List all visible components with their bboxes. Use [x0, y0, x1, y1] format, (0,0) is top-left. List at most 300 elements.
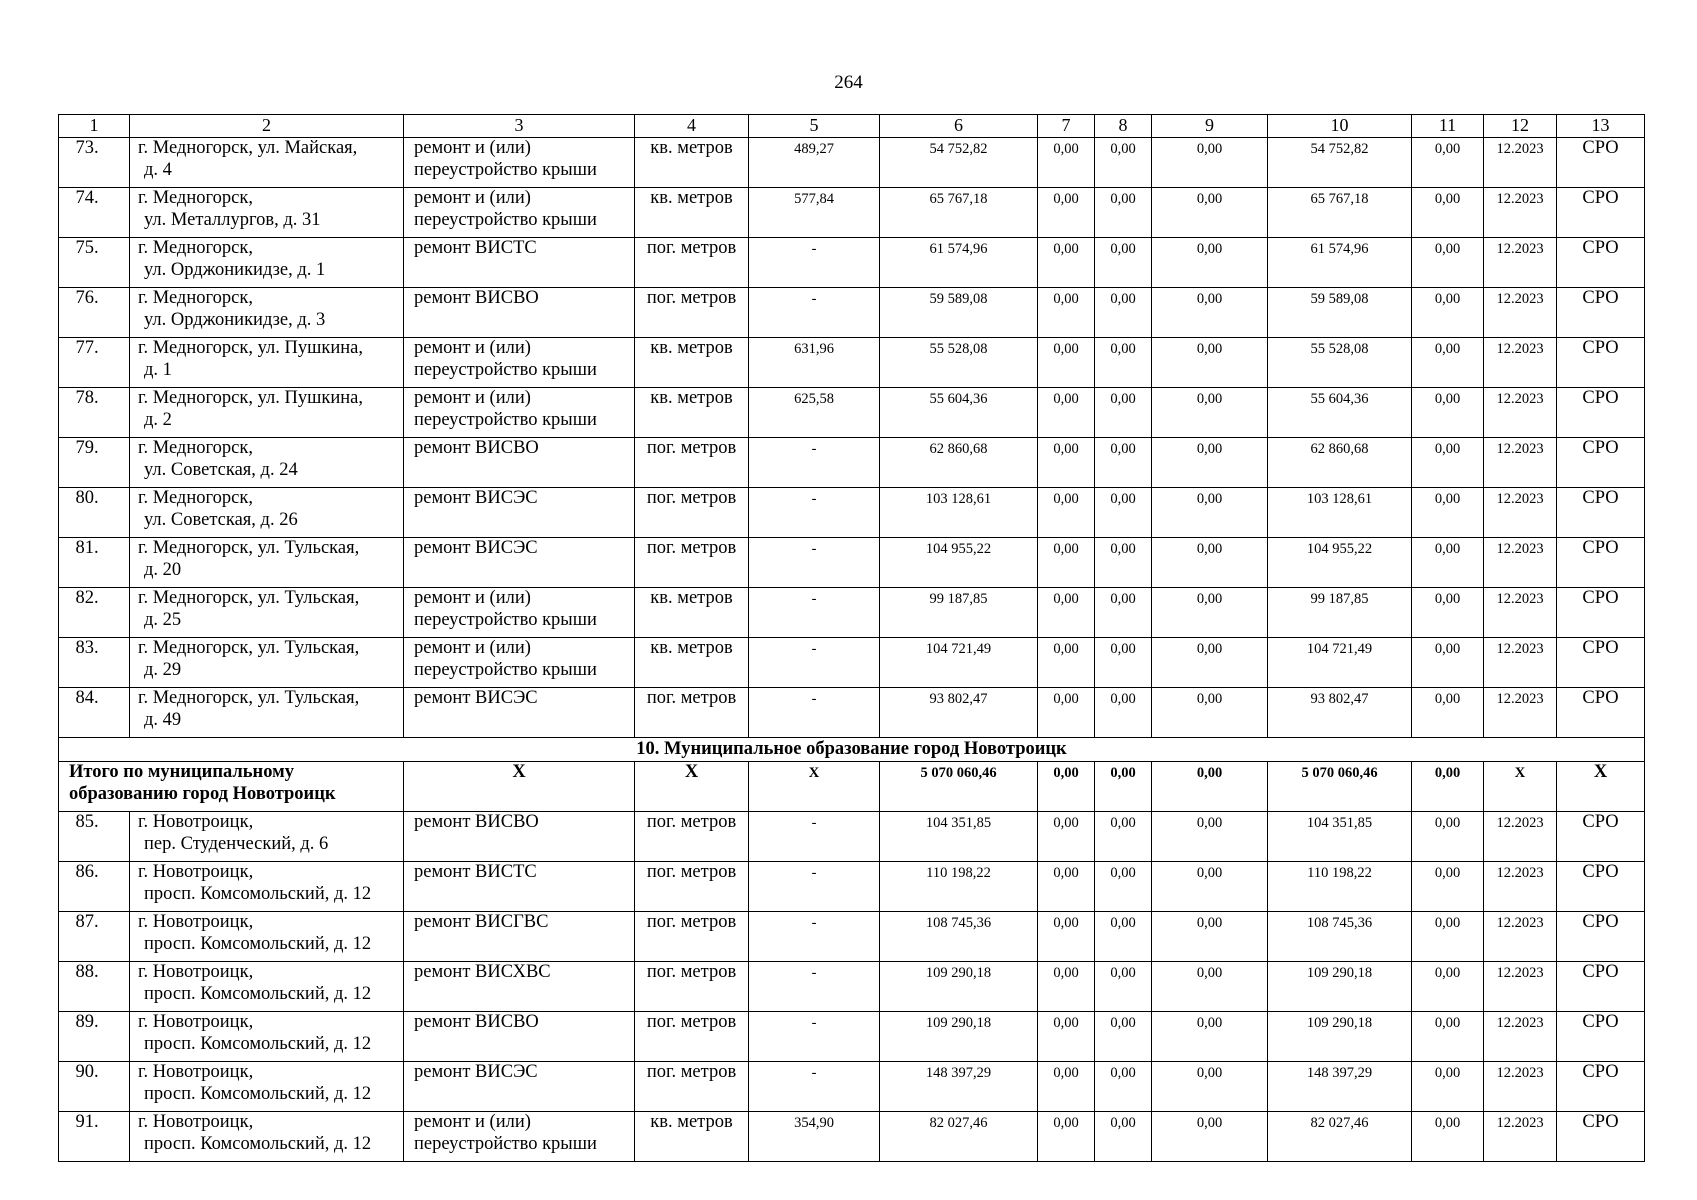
- total-cost-cell: 148 397,29: [880, 1062, 1038, 1112]
- col11-cell: 0,00: [1412, 188, 1484, 238]
- sro-cell: СРО: [1557, 438, 1645, 488]
- work-type-line-1: ремонт и (или): [414, 138, 531, 158]
- unit-cell: кв. метров: [635, 338, 749, 388]
- column-header: 8: [1095, 115, 1152, 138]
- work-type-cell: [404, 238, 635, 288]
- sro-cell: СРО: [1557, 912, 1645, 962]
- col8-cell: 0,00: [1095, 238, 1152, 288]
- table-row: [59, 438, 1645, 488]
- work-type-cell: [404, 1112, 635, 1162]
- column-header: 7: [1038, 115, 1095, 138]
- row-number: 85.: [59, 812, 130, 862]
- address-cell: [130, 538, 404, 588]
- col7-cell: 0,00: [1038, 812, 1095, 862]
- col9-cell: 0,00: [1152, 288, 1268, 338]
- address-line-2: д. 20: [144, 559, 182, 580]
- area-cell: 489,27: [749, 138, 880, 188]
- col11-cell: 0,00: [1412, 588, 1484, 638]
- sro-cell: СРО: [1557, 238, 1645, 288]
- area-cell: -: [749, 638, 880, 688]
- address-cell: [130, 1062, 404, 1112]
- address-cell: [130, 638, 404, 688]
- address-line-2: просп. Комсомольский, д. 12: [144, 983, 372, 1004]
- address-line-1: г. Медногорск, ул. Тульская,: [138, 688, 360, 708]
- unit-cell: кв. метров: [635, 388, 749, 438]
- area-cell: -: [749, 288, 880, 338]
- work-type-line-1: ремонт и (или): [414, 1112, 531, 1132]
- total-cost-cell: 55 528,08: [880, 338, 1038, 388]
- col10-cell: 82 027,46: [1268, 1112, 1412, 1162]
- table-row: [59, 962, 1645, 1012]
- column-header: 5: [749, 115, 880, 138]
- work-type-line-1: ремонт ВИСТС: [414, 238, 537, 258]
- address-line-1: г. Медногорск, ул. Пушкина,: [138, 388, 363, 408]
- col9-cell: 0,00: [1152, 188, 1268, 238]
- area-cell: 625,58: [749, 388, 880, 438]
- work-type-line-2: переустройство крыши: [414, 609, 597, 630]
- col8-cell: 0,00: [1095, 438, 1152, 488]
- section-title: 10. Муниципальное образование город Новотроицк: [59, 738, 1645, 762]
- address-cell: [130, 588, 404, 638]
- deadline-cell: 12.2023: [1484, 438, 1557, 488]
- work-type-cell: [404, 1062, 635, 1112]
- col8-cell: 0,00: [1095, 538, 1152, 588]
- col8-cell: 0,00: [1095, 138, 1152, 188]
- col8-cell: 0,00: [1095, 488, 1152, 538]
- col9-cell: 0,00: [1152, 862, 1268, 912]
- column-header: 3: [404, 115, 635, 138]
- col11-cell: 0,00: [1412, 138, 1484, 188]
- address-line-2: д. 1: [144, 359, 172, 380]
- total-cost-cell: 61 574,96: [880, 238, 1038, 288]
- sro-cell: СРО: [1557, 338, 1645, 388]
- address-line-2: просп. Комсомольский, д. 12: [144, 1133, 372, 1154]
- unit-cell: кв. метров: [635, 588, 749, 638]
- col7-cell: 0,00: [1038, 438, 1095, 488]
- col10-cell: 109 290,18: [1268, 1012, 1412, 1062]
- deadline-cell: 12.2023: [1484, 188, 1557, 238]
- col7-cell: 0,00: [1038, 912, 1095, 962]
- address-cell: [130, 338, 404, 388]
- deadline-cell: 12.2023: [1484, 538, 1557, 588]
- work-type-cell: [404, 288, 635, 338]
- address-cell: [130, 812, 404, 862]
- total-col5: Х: [749, 762, 880, 812]
- area-cell: -: [749, 688, 880, 738]
- row-number: 75.: [59, 238, 130, 288]
- col9-cell: 0,00: [1152, 538, 1268, 588]
- total-cost-cell: 109 290,18: [880, 1012, 1038, 1062]
- sro-cell: СРО: [1557, 1062, 1645, 1112]
- address-line-2: ул. Советская, д. 26: [144, 509, 298, 530]
- work-type-line-1: ремонт ВИСЭС: [414, 1062, 538, 1082]
- work-type-cell: [404, 488, 635, 538]
- sro-cell: СРО: [1557, 1112, 1645, 1162]
- col9-cell: 0,00: [1152, 438, 1268, 488]
- address-line-2: д. 29: [144, 659, 182, 680]
- table-row: [59, 862, 1645, 912]
- work-type-cell: [404, 438, 635, 488]
- col8-cell: 0,00: [1095, 812, 1152, 862]
- row-number: 73.: [59, 138, 130, 188]
- col10-cell: 62 860,68: [1268, 438, 1412, 488]
- col10-cell: 55 604,36: [1268, 388, 1412, 438]
- address-cell: [130, 962, 404, 1012]
- work-type-line-1: ремонт и (или): [414, 388, 531, 408]
- deadline-cell: 12.2023: [1484, 388, 1557, 438]
- work-type-line-1: ремонт ВИСГВС: [414, 912, 549, 932]
- col9-cell: 0,00: [1152, 1062, 1268, 1112]
- sro-cell: СРО: [1557, 688, 1645, 738]
- row-number: 90.: [59, 1062, 130, 1112]
- total-cost-cell: 55 604,36: [880, 388, 1038, 438]
- sro-cell: СРО: [1557, 288, 1645, 338]
- deadline-cell: 12.2023: [1484, 1112, 1557, 1162]
- col8-cell: 0,00: [1095, 862, 1152, 912]
- total-cost-cell: 103 128,61: [880, 488, 1038, 538]
- col7-cell: 0,00: [1038, 238, 1095, 288]
- address-line-1: г. Новотроицк,: [138, 812, 254, 832]
- row-number: 79.: [59, 438, 130, 488]
- row-number: 76.: [59, 288, 130, 338]
- work-type-cell: [404, 138, 635, 188]
- address-cell: [130, 138, 404, 188]
- total-cost-cell: 99 187,85: [880, 588, 1038, 638]
- row-number: 74.: [59, 188, 130, 238]
- total-col11: 0,00: [1412, 762, 1484, 812]
- section-row: [59, 738, 1645, 762]
- col9-cell: 0,00: [1152, 588, 1268, 638]
- work-type-cell: [404, 338, 635, 388]
- col7-cell: 0,00: [1038, 588, 1095, 638]
- address-cell: [130, 1112, 404, 1162]
- col7-cell: 0,00: [1038, 388, 1095, 438]
- deadline-cell: 12.2023: [1484, 962, 1557, 1012]
- work-type-cell: [404, 812, 635, 862]
- column-header: 10: [1268, 115, 1412, 138]
- col7-cell: 0,00: [1038, 962, 1095, 1012]
- address-line-2: ул. Орджоникидзе, д. 3: [144, 309, 326, 330]
- col10-cell: 104 351,85: [1268, 812, 1412, 862]
- col7-cell: 0,00: [1038, 538, 1095, 588]
- address-cell: [130, 912, 404, 962]
- row-number: 77.: [59, 338, 130, 388]
- sro-cell: СРО: [1557, 538, 1645, 588]
- col10-cell: 59 589,08: [1268, 288, 1412, 338]
- unit-cell: пог. метров: [635, 538, 749, 588]
- area-cell: -: [749, 538, 880, 588]
- address-line-2: ул. Советская, д. 24: [144, 459, 298, 480]
- total-cost-cell: 62 860,68: [880, 438, 1038, 488]
- table-row: [59, 488, 1645, 538]
- address-line-2: просп. Комсомольский, д. 12: [144, 1083, 372, 1104]
- area-cell: -: [749, 438, 880, 488]
- col10-cell: 61 574,96: [1268, 238, 1412, 288]
- row-number: 86.: [59, 862, 130, 912]
- col10-cell: 103 128,61: [1268, 488, 1412, 538]
- col8-cell: 0,00: [1095, 962, 1152, 1012]
- col10-cell: 93 802,47: [1268, 688, 1412, 738]
- area-cell: -: [749, 488, 880, 538]
- col11-cell: 0,00: [1412, 488, 1484, 538]
- deadline-cell: 12.2023: [1484, 912, 1557, 962]
- table-row: [59, 638, 1645, 688]
- work-type-cell: [404, 638, 635, 688]
- table-row: [59, 138, 1645, 188]
- col7-cell: 0,00: [1038, 1062, 1095, 1112]
- sro-cell: СРО: [1557, 488, 1645, 538]
- col11-cell: 0,00: [1412, 962, 1484, 1012]
- total-cost-cell: 54 752,82: [880, 138, 1038, 188]
- area-cell: -: [749, 862, 880, 912]
- col10-cell: 104 721,49: [1268, 638, 1412, 688]
- table-row: [59, 388, 1645, 438]
- deadline-cell: 12.2023: [1484, 588, 1557, 638]
- area-cell: -: [749, 238, 880, 288]
- address-cell: [130, 688, 404, 738]
- address-line-2: просп. Комсомольский, д. 12: [144, 1033, 372, 1054]
- work-type-line-1: ремонт и (или): [414, 338, 531, 358]
- address-line-1: г. Медногорск, ул. Тульская,: [138, 538, 360, 558]
- col11-cell: 0,00: [1412, 1062, 1484, 1112]
- work-type-cell: [404, 388, 635, 438]
- column-header: 1: [59, 115, 130, 138]
- col8-cell: 0,00: [1095, 1112, 1152, 1162]
- col9-cell: 0,00: [1152, 812, 1268, 862]
- col11-cell: 0,00: [1412, 288, 1484, 338]
- sro-cell: СРО: [1557, 138, 1645, 188]
- area-cell: 631,96: [749, 338, 880, 388]
- sro-cell: СРО: [1557, 188, 1645, 238]
- column-header: 6: [880, 115, 1038, 138]
- col11-cell: 0,00: [1412, 338, 1484, 388]
- total-cost-cell: 93 802,47: [880, 688, 1038, 738]
- address-cell: [130, 288, 404, 338]
- col9-cell: 0,00: [1152, 138, 1268, 188]
- address-line-1: г. Медногорск, ул. Тульская,: [138, 588, 360, 608]
- col10-cell: 110 198,22: [1268, 862, 1412, 912]
- total-row: [59, 762, 1645, 812]
- table-row: [59, 1062, 1645, 1112]
- col11-cell: 0,00: [1412, 238, 1484, 288]
- total-col12: Х: [1484, 762, 1557, 812]
- col10-cell: 99 187,85: [1268, 588, 1412, 638]
- col10-cell: 65 767,18: [1268, 188, 1412, 238]
- col8-cell: 0,00: [1095, 912, 1152, 962]
- work-type-line-2: переустройство крыши: [414, 659, 597, 680]
- total-col8: 0,00: [1095, 762, 1152, 812]
- area-cell: -: [749, 962, 880, 1012]
- total-col9: 0,00: [1152, 762, 1268, 812]
- table-row: [59, 288, 1645, 338]
- unit-cell: кв. метров: [635, 188, 749, 238]
- col11-cell: 0,00: [1412, 388, 1484, 438]
- total-col7: 0,00: [1038, 762, 1095, 812]
- table-row: [59, 912, 1645, 962]
- column-number-row: [59, 115, 1645, 138]
- area-cell: -: [749, 812, 880, 862]
- address-line-2: д. 4: [144, 159, 172, 180]
- address-line-1: г. Новотроицк,: [138, 1062, 254, 1082]
- unit-cell: пог. метров: [635, 688, 749, 738]
- sro-cell: СРО: [1557, 388, 1645, 438]
- work-type-cell: [404, 862, 635, 912]
- work-type-line-1: ремонт ВИСЭС: [414, 488, 538, 508]
- deadline-cell: 12.2023: [1484, 862, 1557, 912]
- work-type-line-1: ремонт ВИСХВС: [414, 962, 551, 982]
- table-row: [59, 188, 1645, 238]
- address-line-2: просп. Комсомольский, д. 12: [144, 883, 372, 904]
- row-number: 83.: [59, 638, 130, 688]
- total-cost: 5 070 060,46: [880, 762, 1038, 812]
- col8-cell: 0,00: [1095, 688, 1152, 738]
- address-cell: [130, 862, 404, 912]
- work-type-cell: [404, 688, 635, 738]
- row-number: 88.: [59, 962, 130, 1012]
- address-line-1: г. Медногорск, ул. Майская,: [138, 138, 358, 158]
- table-row: [59, 538, 1645, 588]
- total-col4: Х: [635, 762, 749, 812]
- row-number: 82.: [59, 588, 130, 638]
- col7-cell: 0,00: [1038, 138, 1095, 188]
- col7-cell: 0,00: [1038, 688, 1095, 738]
- total-cost-cell: 104 955,22: [880, 538, 1038, 588]
- area-cell: -: [749, 1062, 880, 1112]
- col10-cell: 55 528,08: [1268, 338, 1412, 388]
- work-type-cell: [404, 188, 635, 238]
- col8-cell: 0,00: [1095, 1062, 1152, 1112]
- col10-cell: 109 290,18: [1268, 962, 1412, 1012]
- address-line-2: д. 2: [144, 409, 172, 430]
- work-type-line-1: ремонт ВИСВО: [414, 288, 539, 308]
- total-cost-cell: 109 290,18: [880, 962, 1038, 1012]
- work-type-line-2: переустройство крыши: [414, 209, 597, 230]
- address-line-1: г. Медногорск,: [138, 488, 253, 508]
- unit-cell: пог. метров: [635, 1012, 749, 1062]
- address-cell: [130, 188, 404, 238]
- col9-cell: 0,00: [1152, 962, 1268, 1012]
- unit-cell: кв. метров: [635, 1112, 749, 1162]
- address-line-1: г. Медногорск, ул. Пушкина,: [138, 338, 363, 358]
- total-col13: Х: [1557, 762, 1645, 812]
- address-line-2: ул. Орджоникидзе, д. 1: [144, 259, 326, 280]
- deadline-cell: 12.2023: [1484, 488, 1557, 538]
- address-line-1: г. Новотроицк,: [138, 962, 254, 982]
- deadline-cell: 12.2023: [1484, 1062, 1557, 1112]
- col7-cell: 0,00: [1038, 288, 1095, 338]
- unit-cell: пог. метров: [635, 812, 749, 862]
- col10-cell: 104 955,22: [1268, 538, 1412, 588]
- sro-cell: СРО: [1557, 588, 1645, 638]
- address-line-1: г. Медногорск,: [138, 438, 253, 458]
- col8-cell: 0,00: [1095, 1012, 1152, 1062]
- unit-cell: пог. метров: [635, 438, 749, 488]
- col9-cell: 0,00: [1152, 388, 1268, 438]
- deadline-cell: 12.2023: [1484, 812, 1557, 862]
- deadline-cell: 12.2023: [1484, 338, 1557, 388]
- deadline-cell: 12.2023: [1484, 288, 1557, 338]
- col11-cell: 0,00: [1412, 812, 1484, 862]
- col8-cell: 0,00: [1095, 388, 1152, 438]
- col11-cell: 0,00: [1412, 1012, 1484, 1062]
- address-line-2: просп. Комсомольский, д. 12: [144, 933, 372, 954]
- address-line-2: д. 25: [144, 609, 182, 630]
- table-row: [59, 812, 1645, 862]
- total-cost-cell: 110 198,22: [880, 862, 1038, 912]
- row-number: 78.: [59, 388, 130, 438]
- work-type-cell: [404, 912, 635, 962]
- address-line-1: г. Медногорск,: [138, 288, 253, 308]
- unit-cell: пог. метров: [635, 238, 749, 288]
- total-cost-cell: 104 721,49: [880, 638, 1038, 688]
- col9-cell: 0,00: [1152, 238, 1268, 288]
- unit-cell: пог. метров: [635, 962, 749, 1012]
- unit-cell: пог. метров: [635, 1062, 749, 1112]
- col7-cell: 0,00: [1038, 638, 1095, 688]
- work-type-line-1: ремонт ВИСТС: [414, 862, 537, 882]
- work-type-line-2: переустройство крыши: [414, 159, 597, 180]
- col9-cell: 0,00: [1152, 912, 1268, 962]
- unit-cell: пог. метров: [635, 912, 749, 962]
- deadline-cell: 12.2023: [1484, 688, 1557, 738]
- col9-cell: 0,00: [1152, 488, 1268, 538]
- total-cost-cell: 65 767,18: [880, 188, 1038, 238]
- sro-cell: СРО: [1557, 1012, 1645, 1062]
- area-cell: -: [749, 588, 880, 638]
- col11-cell: 0,00: [1412, 1112, 1484, 1162]
- work-type-line-1: ремонт ВИСВО: [414, 812, 539, 832]
- col7-cell: 0,00: [1038, 338, 1095, 388]
- col9-cell: 0,00: [1152, 338, 1268, 388]
- table-row: [59, 688, 1645, 738]
- address-line-1: г. Новотроицк,: [138, 862, 254, 882]
- address-line-1: г. Медногорск,: [138, 188, 253, 208]
- total-cost-cell: 82 027,46: [880, 1112, 1038, 1162]
- total-cost-cell: 108 745,36: [880, 912, 1038, 962]
- address-cell: [130, 1012, 404, 1062]
- col11-cell: 0,00: [1412, 438, 1484, 488]
- deadline-cell: 12.2023: [1484, 238, 1557, 288]
- table-row: [59, 1012, 1645, 1062]
- col7-cell: 0,00: [1038, 862, 1095, 912]
- col10-cell: 148 397,29: [1268, 1062, 1412, 1112]
- work-type-line-1: ремонт ВИСВО: [414, 1012, 539, 1032]
- unit-cell: кв. метров: [635, 138, 749, 188]
- deadline-cell: 12.2023: [1484, 638, 1557, 688]
- area-cell: 354,90: [749, 1112, 880, 1162]
- address-line-2: ул. Металлургов, д. 31: [144, 209, 321, 230]
- work-type-line-1: ремонт и (или): [414, 588, 531, 608]
- address-line-1: г. Медногорск, ул. Тульская,: [138, 638, 360, 658]
- deadline-cell: 12.2023: [1484, 1012, 1557, 1062]
- work-type-line-1: ремонт и (или): [414, 638, 531, 658]
- col11-cell: 0,00: [1412, 912, 1484, 962]
- row-number: 91.: [59, 1112, 130, 1162]
- col9-cell: 0,00: [1152, 638, 1268, 688]
- work-type-line-1: ремонт ВИСЭС: [414, 538, 538, 558]
- column-header: 13: [1557, 115, 1645, 138]
- sro-cell: СРО: [1557, 962, 1645, 1012]
- col7-cell: 0,00: [1038, 488, 1095, 538]
- row-number: 81.: [59, 538, 130, 588]
- work-type-line-1: ремонт и (или): [414, 188, 531, 208]
- col10-cell: 54 752,82: [1268, 138, 1412, 188]
- address-line-1: г. Медногорск,: [138, 238, 253, 258]
- col8-cell: 0,00: [1095, 288, 1152, 338]
- repair-register-table: [58, 114, 1645, 1162]
- col11-cell: 0,00: [1412, 638, 1484, 688]
- col8-cell: 0,00: [1095, 588, 1152, 638]
